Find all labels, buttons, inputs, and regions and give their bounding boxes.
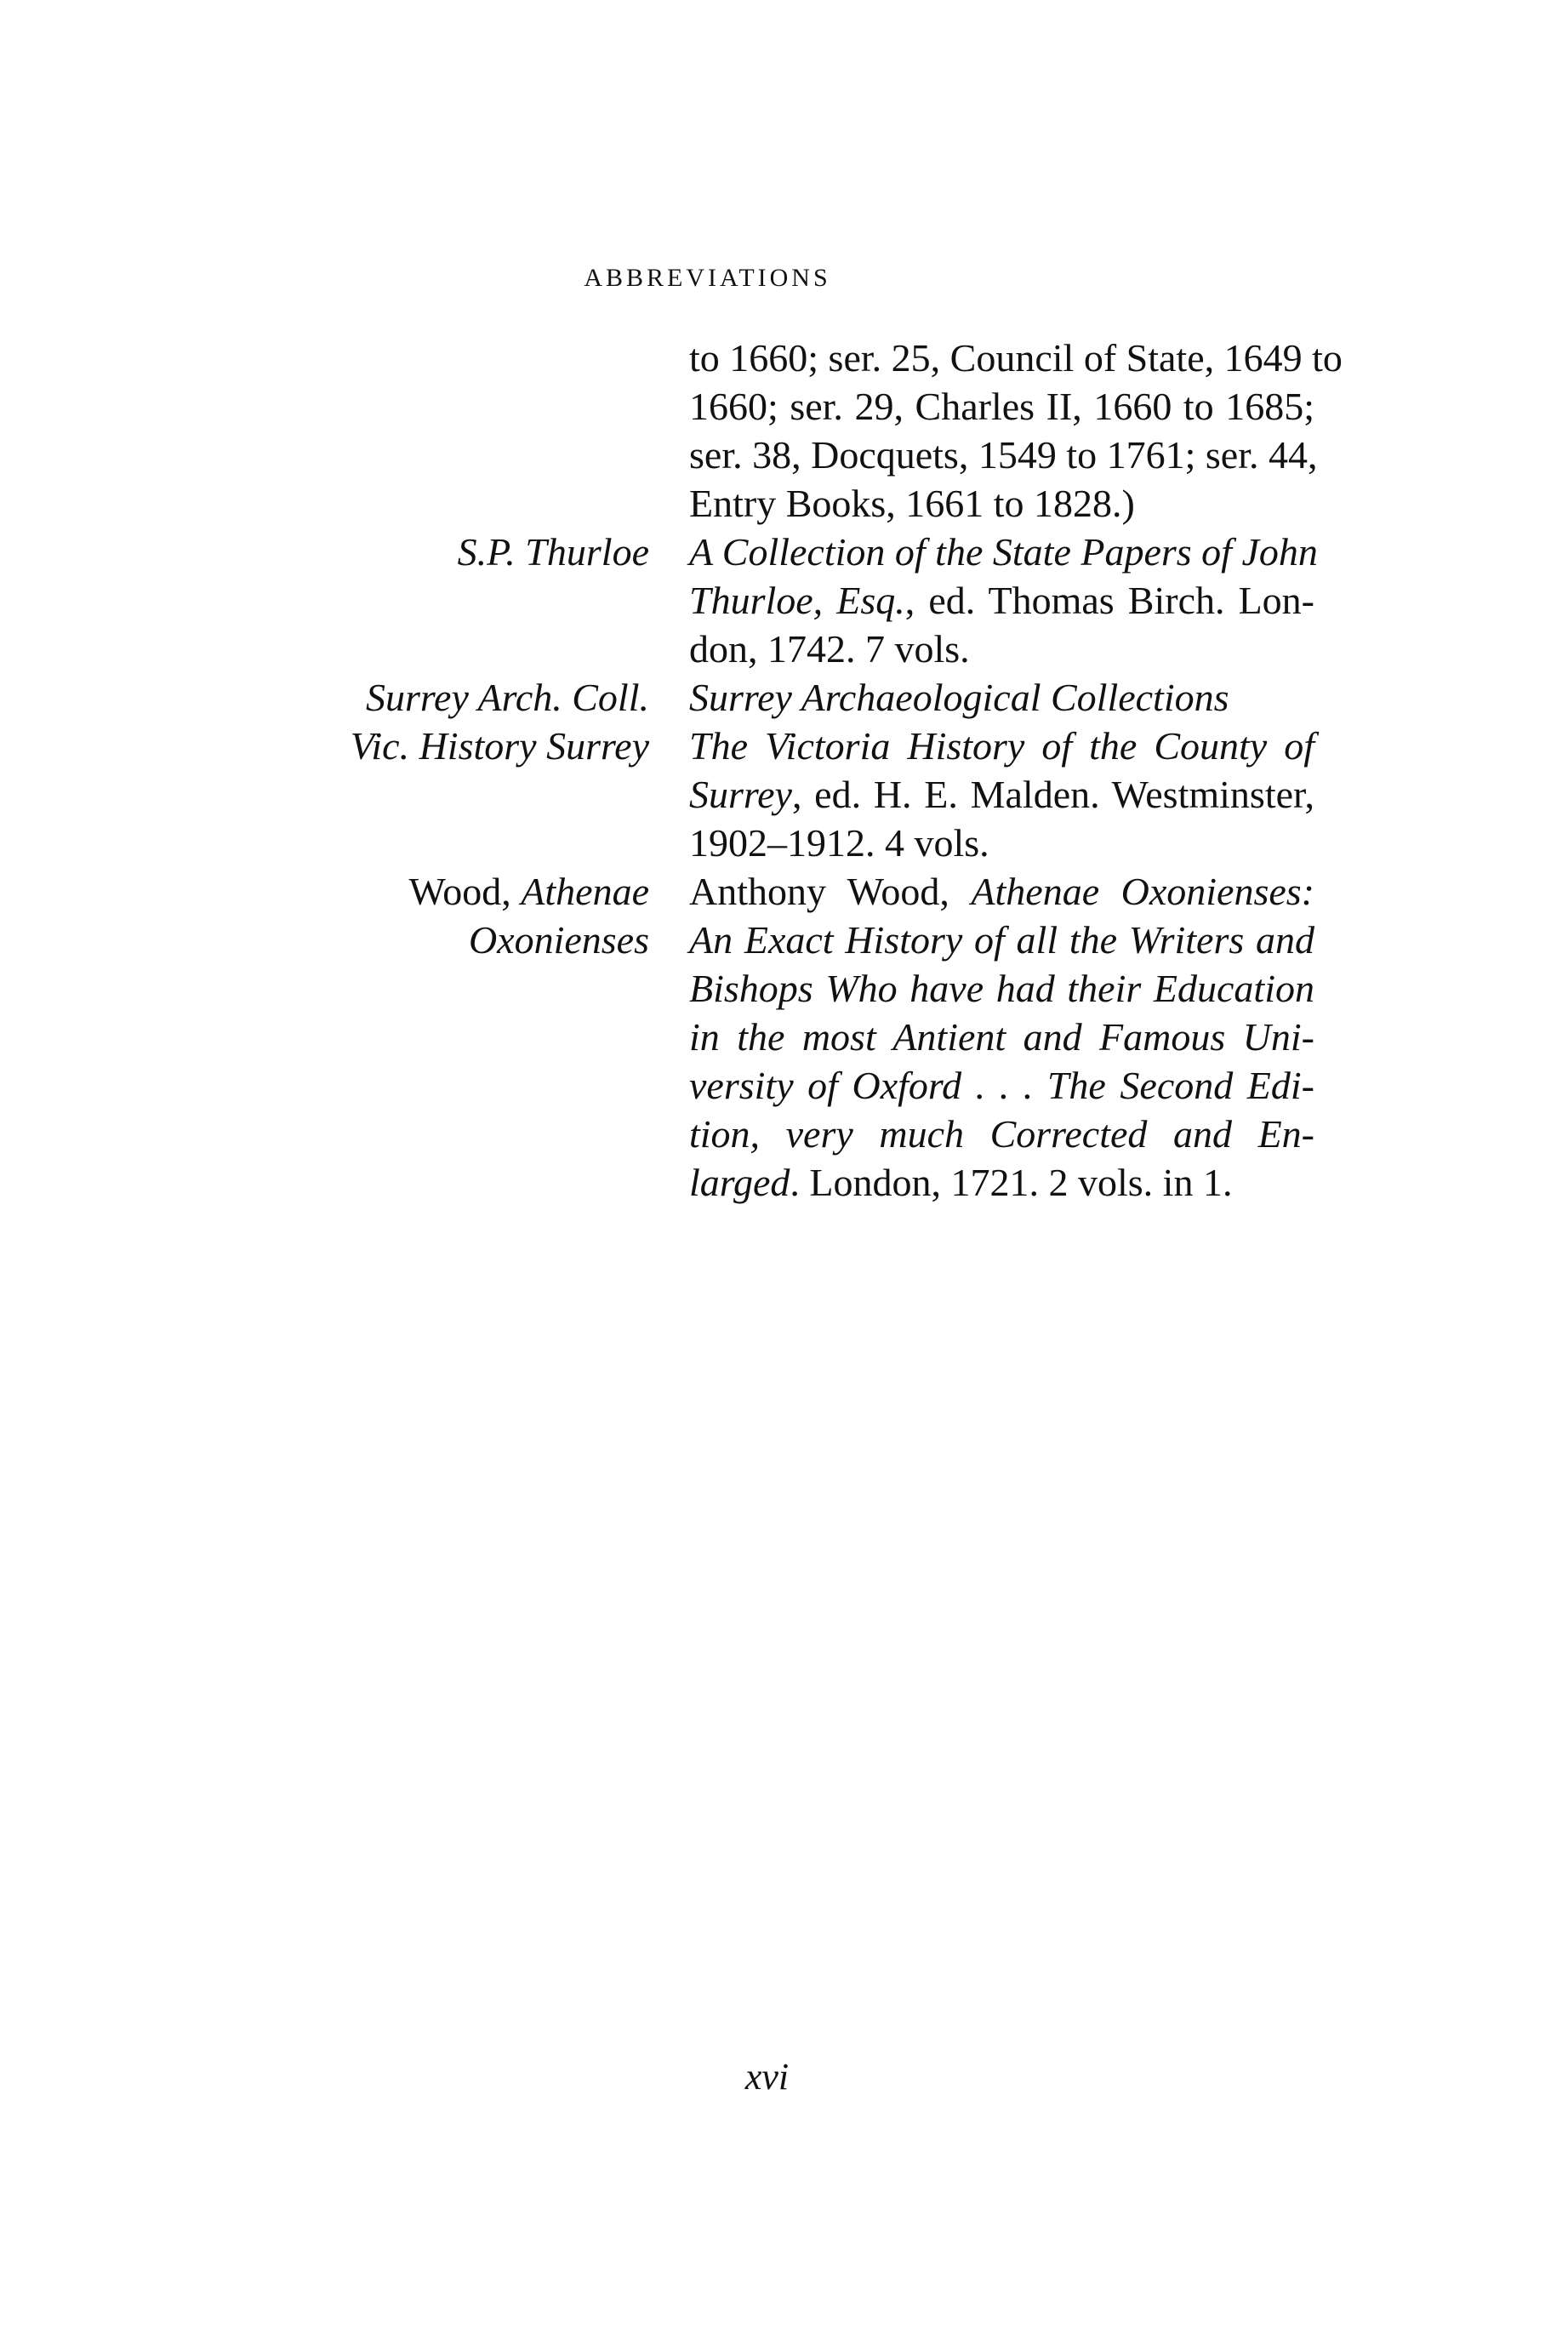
thurloe-editor: , ed. Thomas Birch. Lon- bbox=[904, 579, 1314, 622]
wood-line-6 bbox=[689, 1110, 1314, 1158]
wood-line-4 bbox=[689, 1013, 1314, 1061]
surrey-arch-title: Surrey Archaeological Collections bbox=[689, 676, 1229, 719]
thurloe-line-1 bbox=[689, 528, 1318, 576]
wood-line-2 bbox=[689, 916, 1314, 964]
thurloe-title-part-1: A Collection of the State Papers of John bbox=[689, 530, 1318, 574]
continuation-line-3: ser. 38, Docquets, 1549 to 1761; ser. 44, bbox=[689, 433, 1318, 477]
wood-title-part-6: tion, very much Corrected and En- bbox=[689, 1112, 1314, 1156]
page-number bbox=[0, 2055, 1568, 2098]
wood-title-part-3: Bishops Who have had their Education bbox=[689, 967, 1314, 1010]
wood-line-5 bbox=[689, 1062, 1314, 1110]
vic-history-line-3: 1902–1912. 4 vols. bbox=[689, 821, 989, 865]
wood-author: Anthony Wood, bbox=[689, 870, 972, 913]
running-head: ABBREVIATIONS bbox=[584, 264, 831, 292]
wood-title-part-7: larged bbox=[689, 1161, 790, 1204]
thurloe-title-part-2: Thurloe, Esq. bbox=[689, 579, 905, 622]
thurloe-line-2 bbox=[689, 577, 1314, 625]
vic-history-title-part-1: The Victoria History of the County of bbox=[689, 724, 1314, 768]
abbreviation-vic-history bbox=[351, 722, 649, 770]
vic-history-title-part-2: Surrey bbox=[689, 773, 792, 816]
continuation-line-2: 1660; ser. 29, Charles II, 1660 to 1685; bbox=[689, 385, 1314, 428]
abbreviation-thurloe-text: S.P. Thurloe bbox=[457, 530, 649, 574]
wood-line-3 bbox=[689, 965, 1314, 1013]
page-number-text: xvi bbox=[744, 2056, 790, 2098]
vic-history-line-1 bbox=[689, 722, 1314, 770]
wood-title-part-2: An Exact History of all the Writers and bbox=[689, 918, 1314, 962]
thurloe-line-3: don, 1742. 7 vols. bbox=[689, 627, 970, 671]
wood-imprint: . London, 1721. 2 vols. in 1. bbox=[790, 1161, 1233, 1204]
wood-title-part-4: in the most Antient and Famous Uni- bbox=[689, 1015, 1314, 1059]
vic-history-editor: , ed. H. E. Malden. Westminster, bbox=[791, 773, 1314, 816]
continuation-line-4: Entry Books, 1661 to 1828.) bbox=[689, 482, 1135, 525]
abbreviation-wood-title-1: Athenae bbox=[521, 870, 649, 913]
wood-title-part-5: versity of Oxford . . . The Second Edi- bbox=[689, 1064, 1314, 1107]
abbreviation-surrey-arch-text: Surrey Arch. Coll. bbox=[365, 676, 649, 719]
abbreviation-surrey-arch bbox=[366, 674, 649, 722]
abbreviation-wood-title-2: Oxonienses bbox=[468, 918, 649, 962]
continuation-line-1: to 1660; ser. 25, Council of State, 1649 to bbox=[689, 336, 1343, 380]
wood-title-part-1: Athenae Oxonienses: bbox=[971, 870, 1314, 913]
surrey-arch-line-1 bbox=[689, 674, 1314, 722]
abbreviation-wood-line-1 bbox=[409, 868, 649, 916]
abbreviation-vic-history-text: Vic. History Surrey bbox=[350, 724, 649, 768]
wood-line-1 bbox=[689, 868, 1314, 916]
abbreviation-thurloe bbox=[458, 528, 649, 576]
abbreviation-wood-author: Wood, bbox=[408, 870, 522, 913]
abbreviation-wood-line-2 bbox=[469, 916, 649, 964]
vic-history-line-2 bbox=[689, 771, 1314, 819]
wood-line-7 bbox=[689, 1159, 1314, 1207]
